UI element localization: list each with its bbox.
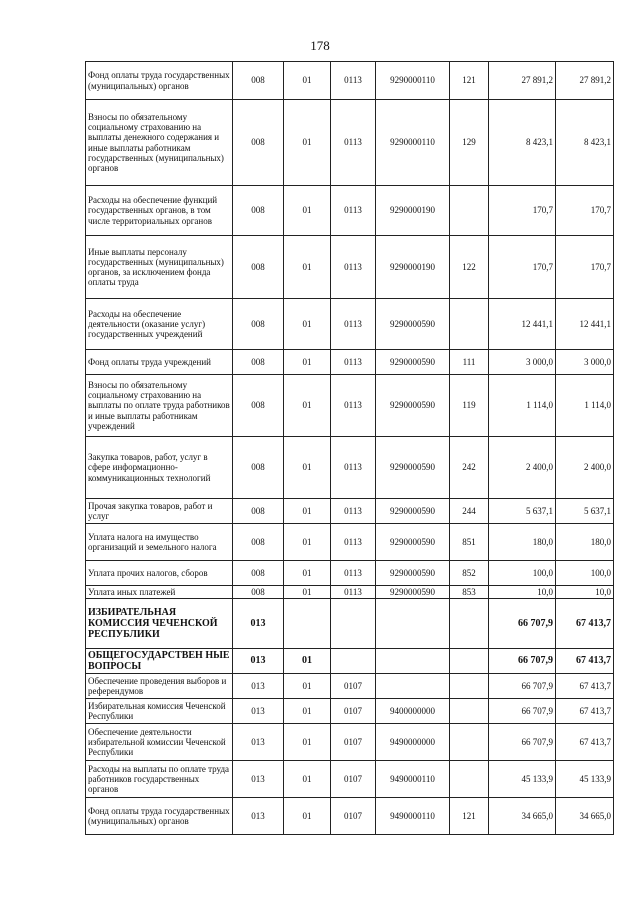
row-section-code: 01 — [284, 674, 331, 699]
row-expense-type: 244 — [450, 499, 489, 524]
row-amount-year1: 27 891,2 — [489, 62, 556, 100]
table-row — [86, 586, 614, 599]
row-amount-year1: 66 707,9 — [489, 674, 556, 699]
row-ved-code: 013 — [233, 761, 284, 798]
table-row — [86, 649, 614, 674]
row-target-code: 9290000590 — [376, 437, 450, 499]
table-row — [86, 524, 614, 561]
table-row — [86, 798, 614, 835]
row-amount-year1: 45 133,9 — [489, 761, 556, 798]
row-amount-year1: 170,7 — [489, 236, 556, 299]
row-section-code: 01 — [284, 62, 331, 100]
row-name: ИЗБИРАТЕЛЬНАЯ КОМИССИЯ ЧЕЧЕНСКОЙ РЕСПУБЛИКИ — [86, 599, 233, 649]
row-expense-type — [450, 186, 489, 236]
row-ved-code: 013 — [233, 798, 284, 835]
table-row — [86, 375, 614, 437]
row-ved-code: 008 — [233, 299, 284, 350]
row-name: ОБЩЕГОСУДАРСТВЕН НЫЕ ВОПРОСЫ — [86, 649, 233, 674]
row-expense-type — [450, 599, 489, 649]
row-section-code: 01 — [284, 499, 331, 524]
row-amount-year1: 3 000,0 — [489, 350, 556, 375]
row-amount-year1: 66 707,9 — [489, 599, 556, 649]
row-amount-year2: 67 413,7 — [556, 699, 614, 724]
table-row — [86, 186, 614, 236]
row-target-code: 9490000000 — [376, 724, 450, 761]
row-name: Расходы на выплаты по оплате труда работников государственных органов — [86, 761, 233, 798]
row-section-code: 01 — [284, 350, 331, 375]
row-amount-year2: 3 000,0 — [556, 350, 614, 375]
row-subsection-code: 0113 — [331, 586, 376, 599]
row-subsection-code: 0113 — [331, 561, 376, 586]
table-row — [86, 437, 614, 499]
row-expense-type — [450, 649, 489, 674]
row-target-code: 9290000590 — [376, 524, 450, 561]
page-number: 178 — [310, 38, 330, 53]
row-ved-code: 008 — [233, 499, 284, 524]
row-amount-year1: 8 423,1 — [489, 100, 556, 186]
row-ved-code: 008 — [233, 62, 284, 100]
row-name: Фонд оплаты труда учреждений — [86, 350, 233, 375]
budget-table — [85, 61, 614, 835]
table-row — [86, 350, 614, 375]
row-subsection-code — [331, 649, 376, 674]
row-subsection-code: 0113 — [331, 499, 376, 524]
row-subsection-code: 0113 — [331, 62, 376, 100]
row-section-code — [284, 599, 331, 649]
row-ved-code: 013 — [233, 674, 284, 699]
table-row — [86, 561, 614, 586]
table-row — [86, 499, 614, 524]
row-amount-year1: 2 400,0 — [489, 437, 556, 499]
row-amount-year1: 100,0 — [489, 561, 556, 586]
row-ved-code: 008 — [233, 186, 284, 236]
row-amount-year2: 100,0 — [556, 561, 614, 586]
row-expense-type: 853 — [450, 586, 489, 599]
row-name: Взносы по обязательному социальному страхованию на выплаты денежного содержания и иные выплаты работникам государственных (муниципальных) органов — [86, 100, 233, 186]
row-expense-type: 242 — [450, 437, 489, 499]
row-amount-year2: 10,0 — [556, 586, 614, 599]
row-name: Расходы на обеспечение деятельности (оказание услуг) государственных учреждений — [86, 299, 233, 350]
row-target-code: 9490000110 — [376, 798, 450, 835]
row-section-code: 01 — [284, 649, 331, 674]
row-ved-code: 008 — [233, 437, 284, 499]
row-section-code: 01 — [284, 100, 331, 186]
row-expense-type — [450, 674, 489, 699]
table-row — [86, 599, 614, 649]
row-ved-code: 008 — [233, 100, 284, 186]
row-target-code: 9290000590 — [376, 375, 450, 437]
table-row — [86, 236, 614, 299]
row-name: Уплата налога на имущество организаций и земельного налога — [86, 524, 233, 561]
row-subsection-code — [331, 599, 376, 649]
row-expense-type — [450, 699, 489, 724]
row-expense-type: 851 — [450, 524, 489, 561]
table-row — [86, 299, 614, 350]
row-name: Расходы на обеспечение функций государственных органов, в том числе территориальных органов — [86, 186, 233, 236]
row-target-code: 9290000110 — [376, 100, 450, 186]
row-ved-code: 008 — [233, 586, 284, 599]
row-amount-year1: 66 707,9 — [489, 649, 556, 674]
row-name: Фонд оплаты труда государственных (муниципальных) органов — [86, 798, 233, 835]
row-amount-year1: 180,0 — [489, 524, 556, 561]
row-section-code: 01 — [284, 375, 331, 437]
row-name: Избирательная комиссия Чеченской Республики — [86, 699, 233, 724]
row-ved-code: 008 — [233, 350, 284, 375]
row-expense-type: 121 — [450, 798, 489, 835]
row-amount-year2: 67 413,7 — [556, 674, 614, 699]
row-subsection-code: 0107 — [331, 724, 376, 761]
row-section-code: 01 — [284, 437, 331, 499]
row-target-code — [376, 674, 450, 699]
row-target-code: 9290000590 — [376, 350, 450, 375]
row-amount-year2: 5 637,1 — [556, 499, 614, 524]
row-amount-year2: 8 423,1 — [556, 100, 614, 186]
row-target-code: 9400000000 — [376, 699, 450, 724]
row-ved-code: 013 — [233, 649, 284, 674]
table-row — [86, 62, 614, 100]
row-expense-type — [450, 724, 489, 761]
row-expense-type: 122 — [450, 236, 489, 299]
row-ved-code: 013 — [233, 599, 284, 649]
row-target-code: 9290000590 — [376, 561, 450, 586]
row-section-code: 01 — [284, 561, 331, 586]
row-section-code: 01 — [284, 186, 331, 236]
table-row — [86, 724, 614, 761]
row-amount-year1: 34 665,0 — [489, 798, 556, 835]
row-amount-year2: 170,7 — [556, 236, 614, 299]
row-subsection-code: 0113 — [331, 375, 376, 437]
row-amount-year1: 170,7 — [489, 186, 556, 236]
table-row — [86, 100, 614, 186]
row-ved-code: 008 — [233, 561, 284, 586]
row-subsection-code: 0113 — [331, 437, 376, 499]
row-amount-year1: 5 637,1 — [489, 499, 556, 524]
row-target-code — [376, 649, 450, 674]
row-section-code: 01 — [284, 724, 331, 761]
row-section-code: 01 — [284, 699, 331, 724]
row-target-code: 9290000190 — [376, 236, 450, 299]
row-amount-year2: 180,0 — [556, 524, 614, 561]
row-subsection-code: 0107 — [331, 699, 376, 724]
table-row — [86, 761, 614, 798]
row-expense-type: 119 — [450, 375, 489, 437]
row-subsection-code: 0107 — [331, 798, 376, 835]
row-amount-year2: 27 891,2 — [556, 62, 614, 100]
row-section-code: 01 — [284, 761, 331, 798]
row-ved-code: 013 — [233, 724, 284, 761]
row-amount-year1: 1 114,0 — [489, 375, 556, 437]
row-expense-type: 111 — [450, 350, 489, 375]
row-subsection-code: 0113 — [331, 236, 376, 299]
row-amount-year1: 66 707,9 — [489, 724, 556, 761]
table-row — [86, 699, 614, 724]
row-amount-year1: 10,0 — [489, 586, 556, 599]
row-section-code: 01 — [284, 586, 331, 599]
row-target-code: 9490000110 — [376, 761, 450, 798]
row-ved-code: 008 — [233, 375, 284, 437]
row-name: Уплата иных платежей — [86, 586, 233, 599]
row-subsection-code: 0107 — [331, 761, 376, 798]
row-expense-type: 852 — [450, 561, 489, 586]
row-amount-year2: 45 133,9 — [556, 761, 614, 798]
row-name: Уплата прочих налогов, сборов — [86, 561, 233, 586]
row-section-code: 01 — [284, 798, 331, 835]
row-amount-year2: 1 114,0 — [556, 375, 614, 437]
row-amount-year2: 12 441,1 — [556, 299, 614, 350]
row-ved-code: 013 — [233, 699, 284, 724]
row-subsection-code: 0113 — [331, 100, 376, 186]
row-target-code: 9290000190 — [376, 186, 450, 236]
row-ved-code: 008 — [233, 524, 284, 561]
row-target-code: 9290000110 — [376, 62, 450, 100]
row-section-code: 01 — [284, 299, 331, 350]
row-amount-year2: 67 413,7 — [556, 724, 614, 761]
row-target-code — [376, 599, 450, 649]
row-subsection-code: 0113 — [331, 350, 376, 375]
row-amount-year2: 170,7 — [556, 186, 614, 236]
row-amount-year2: 67 413,7 — [556, 599, 614, 649]
row-name: Фонд оплаты труда государственных (муниципальных) органов — [86, 62, 233, 100]
row-amount-year2: 2 400,0 — [556, 437, 614, 499]
row-section-code: 01 — [284, 524, 331, 561]
row-name: Закупка товаров, работ, услуг в сфере информационно-коммуникационных технологий — [86, 437, 233, 499]
row-name: Прочая закупка товаров, работ и услуг — [86, 499, 233, 524]
row-name: Взносы по обязательному социальному страхованию на выплаты по оплате труда работников и иные выплаты работникам учреждений — [86, 375, 233, 437]
row-target-code: 9290000590 — [376, 299, 450, 350]
table-row — [86, 674, 614, 699]
row-amount-year1: 66 707,9 — [489, 699, 556, 724]
row-expense-type — [450, 299, 489, 350]
row-name: Обеспечение деятельности избирательной комиссии Чеченской Республики — [86, 724, 233, 761]
row-subsection-code: 0107 — [331, 674, 376, 699]
row-subsection-code: 0113 — [331, 524, 376, 561]
row-ved-code: 008 — [233, 236, 284, 299]
row-amount-year2: 34 665,0 — [556, 798, 614, 835]
row-amount-year1: 12 441,1 — [489, 299, 556, 350]
row-section-code: 01 — [284, 236, 331, 299]
row-name: Иные выплаты персоналу государственных (муниципальных) органов, за исключением фонда оплаты труда — [86, 236, 233, 299]
row-target-code: 9290000590 — [376, 586, 450, 599]
row-expense-type: 121 — [450, 62, 489, 100]
row-expense-type: 129 — [450, 100, 489, 186]
row-expense-type — [450, 761, 489, 798]
row-name: Обеспечение проведения выборов и референдумов — [86, 674, 233, 699]
row-subsection-code: 0113 — [331, 186, 376, 236]
row-target-code: 9290000590 — [376, 499, 450, 524]
row-amount-year2: 67 413,7 — [556, 649, 614, 674]
row-subsection-code: 0113 — [331, 299, 376, 350]
